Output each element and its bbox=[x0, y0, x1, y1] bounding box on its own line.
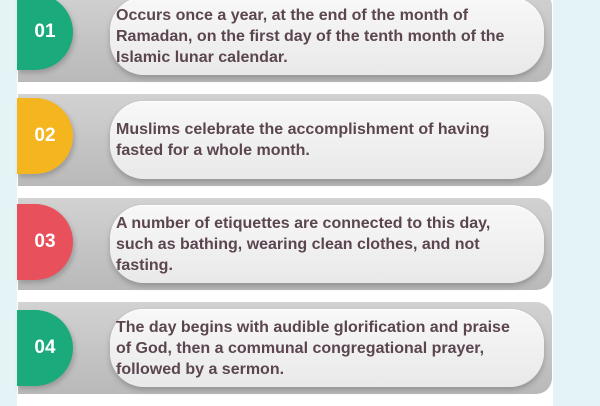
list-item-03 bbox=[18, 198, 552, 290]
list-item-04 bbox=[18, 302, 552, 394]
number-badge-01: 01 bbox=[17, 0, 73, 70]
number-badge-04: 04 bbox=[17, 310, 73, 386]
item-text: The day begins with audible glorification and praise of God, then a communal congregational prayer, followed by a sermon. bbox=[116, 318, 510, 378]
item-text: A number of etiquettes are connected to this day, such as bathing, wearing clean clothes, and not fasting. bbox=[116, 214, 491, 274]
number-badge-03: 03 bbox=[17, 204, 73, 280]
list-item-02 bbox=[18, 94, 552, 186]
item-text: Muslims celebrate the accomplishment of having fasted for a whole month. bbox=[116, 121, 490, 159]
item-text: Occurs once a year, at the end of the month of Ramadan, on the first day of the tenth month of the Islamic lunar calendar. bbox=[116, 6, 505, 66]
list-item-01 bbox=[18, 0, 552, 82]
number-badge-02: 02 bbox=[17, 98, 73, 174]
